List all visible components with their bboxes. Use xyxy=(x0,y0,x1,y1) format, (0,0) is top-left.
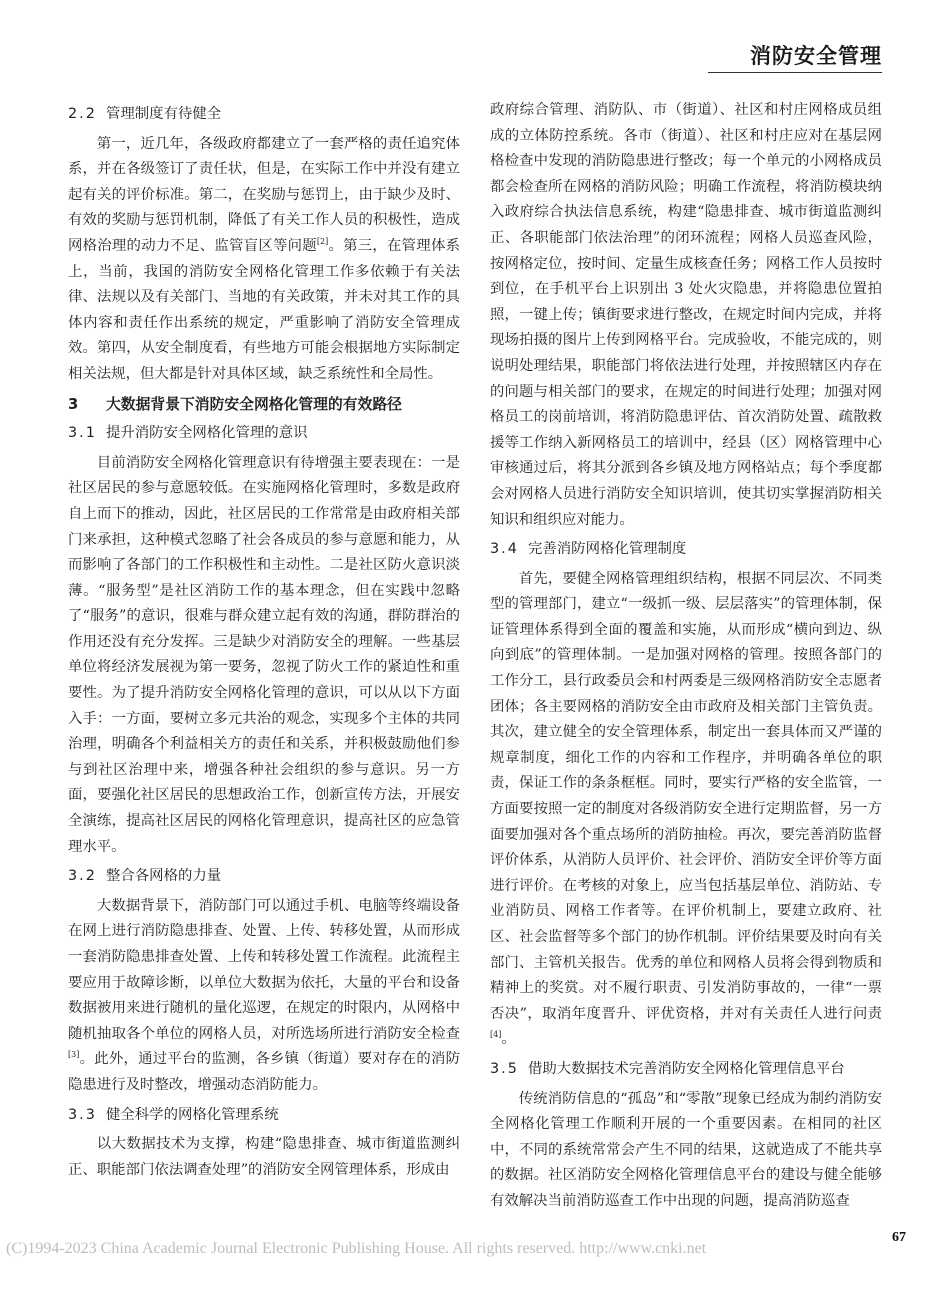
section-heading-3-1: 3.1 提升消防安全网格化管理的意识 xyxy=(68,425,308,442)
right-column xyxy=(490,98,882,1215)
copyright-watermark: (C)1994-2023 China Academic Journal Electronic Publishing House. All rights reserved. http://www.cnki.net xyxy=(6,1240,707,1257)
page-number: 67 xyxy=(892,1230,906,1245)
paragraph: 首先，要健全网格管理组织结构，根据不同层次、不同类型的管理部门，建立“一级抓一级、层层落实”的管理体制，保证管理体系得到全面的覆盖和实施，从而形成“横向到边、纵向到底”的管理体制。一是加强对网格的管理。按照各部门的工作分工，县行政委员会和村两委是三级网格消防安全志愿者团体；各主要网格的消防安全由市政府及相关部门主管负责。其次，建立健全的安全管理体系，制定出一套具体而又严谨的规章制度，细化工作的内容和工作程序，并明确各单位的职责，保证工作的条条框框。同时，要实行严格的安全监管，一方面要按照一定的制度对各级消防安全进行定期监督，另一方面要加强对各个重点场所的消防抽检。再次，要完善消防监督评价体系，从消防人员评价、社会评价、消防安全评价等方面进行评价。在考核的对象上，应当包括基层单位、消防站、专业消防员、网格工作者等。在评价机制上，要建立政府、社区、社会监督等多个部门的协作机制。评价结果要及时向有关部门、主管机关报告。优秀的单位和网格人员将会得到物质和精神上的奖赏。对不履行职责、引发消防事故的，一律“一票否决”，取消年度晋升、评优资格，并对有关责任人进行问责[4]。 xyxy=(490,570,882,1048)
left-column xyxy=(68,98,460,1183)
citation-ref: [3] xyxy=(68,1050,80,1060)
paragraph: 目前消防安全网格化管理意识有待增强主要表现在：一是社区居民的参与意愿较低。在实施网格化管理时，多数是政府自上而下的推动，因此，社区居民的工作常常是由政府相关部门来承担，这种模式忽略了社会各成员的参与意愿和能力，从而影响了各部门的工作积极性和主动性。二是社区防火意识淡薄。“服务型”是社区消防工作的基本理念，但在实践中忽略了“服务”的意识，很难与群众建立起有效的沟通，群防群治的作用还没有充分发挥。三是缺少对消防安全的理解。一些基层单位将经济发展视为第一要务，忽视了防火工作的紧迫性和重要性。为了提升消防安全网格化管理的意识，可以从以下方面入手：一方面，要树立多元共治的观念，实现多个主体的共同治理，明确各个利益相关方的责任和关系，并积极鼓励他们参与到社区治理中来，增强各种社会组织的参与意识。另一方面，要强化社区居民的思想政治工作，创新宣传方法，开展安全演练，提高社区居民的网格化管理意识，提高社区的应急管理水平。 xyxy=(68,454,460,855)
section-heading-3-5: 3.5 借助大数据技术完善消防安全网格化管理信息平台 xyxy=(490,1060,845,1077)
page-header xyxy=(0,0,950,80)
section-heading-2-2: 2.2 管理制度有待健全 xyxy=(68,106,222,122)
section-heading-3-4: 3.4 完善消防网格化管理制度 xyxy=(490,541,687,558)
paragraph: 第一，近几年，各级政府都建立了一套严格的责任追究体系，并在各级签订了责任状，但是，在实际工作中并没有建立起有关的评价标准。第二，在奖励与惩罚上，由于缺少及时、有效的奖励与惩罚机制，降低了有关工作人员的积极性，造成网格治理的动力不足、监管盲区等问题[2]。第三，在管理体系上，当前，我国的消防安全网格化管理工作多依赖于有关法律、法规以及有关部门、当地的有关政策，并未对其工作的具体内容和责任作出系统的规定，严重影响了消防安全管理成效。第四，从安全制度看，有些地方可能会根据地方实际制定相关法规，但大都是针对具体区域，缺乏系统性和全局性。 xyxy=(68,135,460,382)
section-heading-3-2: 3.2 整合各网格的力量 xyxy=(68,868,222,885)
paragraph-continued: 政府综合管理、消防队、市（街道）、社区和村庄网格成员组成的立体防控系统。各市（街道）、社区和村庄应对在基层网格检查中发现的消防隐患进行整改；每一个单元的小网格成员都会检查所在网格的消防风险；明确工作流程，将消防模块纳入政府综合执法信息系统，构建“隐患排查、城市街道监测纠正、各职能部门依法治理”的闭环流程；网格人员巡查风险，按网格定位，按时间、定量生成核查任务；网格工作人员按时到位，在手机平台上识别出 3 处火灾隐患，并将隐患位置拍照，一键上传；镇街要求进行整改，在规定时间内完成，并将现场拍摄的图片上传到网格平台。完成验收，不能完成的，则说明处理结果，职能部门将依法进行处理，并按照辖区内存在的问题与相关部门的要求，在规定的时间进行处理；加强对网格员工的岗前培训，将消防隐患评估、首次消防处置、疏散救援等工作纳入新网格员工的培训中，经县（区）网格管理中心审核通过后，将其分派到各乡镇及地方网格站点；每个季度都会对网格人员进行消防安全知识培训，使其切实掌握消防相关知识和组织应对能力。 xyxy=(490,102,882,528)
paragraph: 传统消防信息的“孤岛”和“零散”现象已经成为制约消防安全网格化管理工作顺利开展的一个重要因素。在相同的社区中，不同的系统常常会产生不同的结果，这就造成了不能共享的数据。社区消防安全网格化管理信息平台的建设与健全能够有效解决当前消防巡查工作中出现的问题，提高消防巡查 xyxy=(490,1090,882,1209)
paragraph: 大数据背景下，消防部门可以通过手机、电脑等终端设备在网上进行消防隐患排查、处置、上传、转移处置，从而形成一套消防隐患排查处置、上传和转移处置工作流程。此流程主要应用于故障诊断，以单位大数据为依托，大量的平台和设备数据被用来进行随机的量化巡逻，在规定的时限内，从网格中随机抽取各个单位的网格人员，对所选场所进行消防安全检查[3]。此外，通过平台的监测，各乡镇（街道）要对存在的消防隐患进行及时整改，增强动态消防能力。 xyxy=(68,897,460,1093)
header-rule xyxy=(708,72,882,73)
section-heading-3-3: 3.3 健全科学的网格化管理系统 xyxy=(68,1106,279,1123)
paragraph: 以大数据技术为支撑，构建“隐患排查、城市街道监测纠正、职能部门依法调查处理”的消防安全网管理体系，形成由 xyxy=(68,1136,460,1178)
section-heading-3: 3 大数据背景下消防安全网格化管理的有效路径 xyxy=(68,395,402,413)
citation-ref: [4] xyxy=(490,1030,502,1040)
citation-ref: [2] xyxy=(316,237,329,247)
journal-section-title: 消防安全管理 xyxy=(750,44,882,68)
